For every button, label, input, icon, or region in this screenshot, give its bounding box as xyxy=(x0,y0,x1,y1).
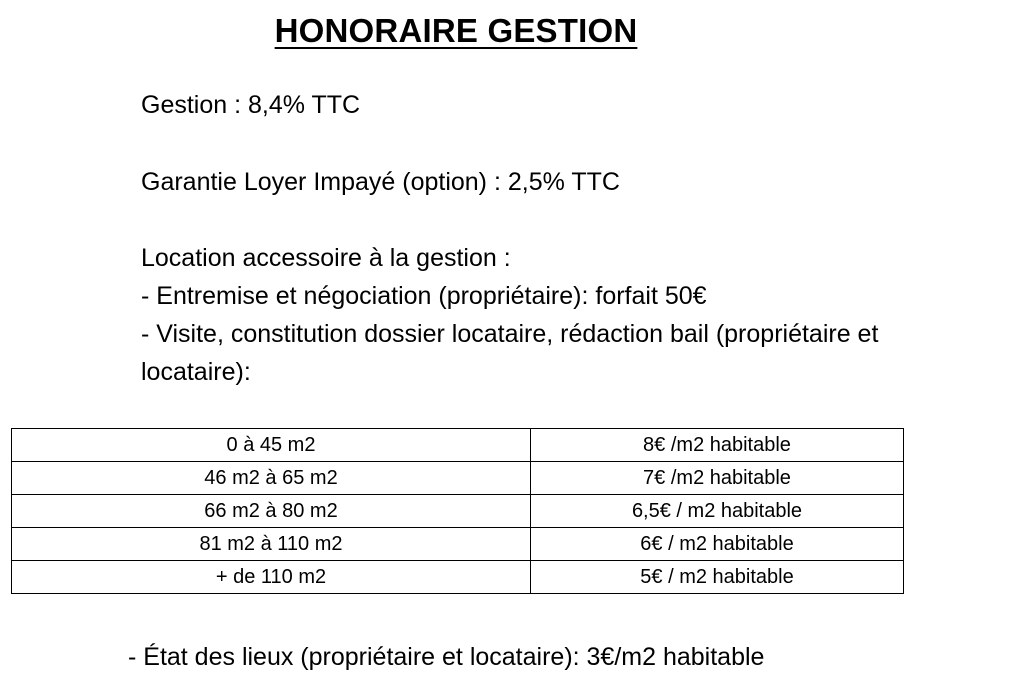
negotiation-fee-text: - Entremise et négociation (propriétaire): forfait 50€ xyxy=(141,282,707,310)
rate-cell: 5€ / m2 habitable xyxy=(531,561,904,594)
rate-cell: 8€ /m2 habitable xyxy=(531,429,904,462)
pricing-table xyxy=(11,428,904,594)
guarantee-fee-text: Garantie Loyer Impayé (option) : 2,5% TTC xyxy=(141,168,620,196)
surface-cell: 46 m2 à 65 m2 xyxy=(12,462,531,495)
table-row xyxy=(12,462,904,495)
rate-cell: 6,5€ / m2 habitable xyxy=(531,495,904,528)
surface-cell: + de 110 m2 xyxy=(12,561,531,594)
table-row xyxy=(12,429,904,462)
surface-cell: 0 à 45 m2 xyxy=(12,429,531,462)
table-row xyxy=(12,495,904,528)
visit-fee-text-continued: locataire): xyxy=(141,358,251,386)
surface-cell: 66 m2 à 80 m2 xyxy=(12,495,531,528)
page-title: HONORAIRE GESTION xyxy=(274,12,638,49)
rate-cell: 7€ /m2 habitable xyxy=(531,462,904,495)
table-row xyxy=(12,528,904,561)
inventory-fee-text: - État des lieux (propriétaire et locataire): 3€/m2 habitable xyxy=(128,643,765,671)
visit-fee-text: - Visite, constitution dossier locataire, rédaction bail (propriétaire et xyxy=(141,320,879,348)
table-row xyxy=(12,561,904,594)
gestion-fee-text: Gestion : 8,4% TTC xyxy=(141,91,361,119)
rate-cell: 6€ / m2 habitable xyxy=(531,528,904,561)
rental-heading: Location accessoire à la gestion : xyxy=(141,244,511,272)
surface-cell: 81 m2 à 110 m2 xyxy=(12,528,531,561)
